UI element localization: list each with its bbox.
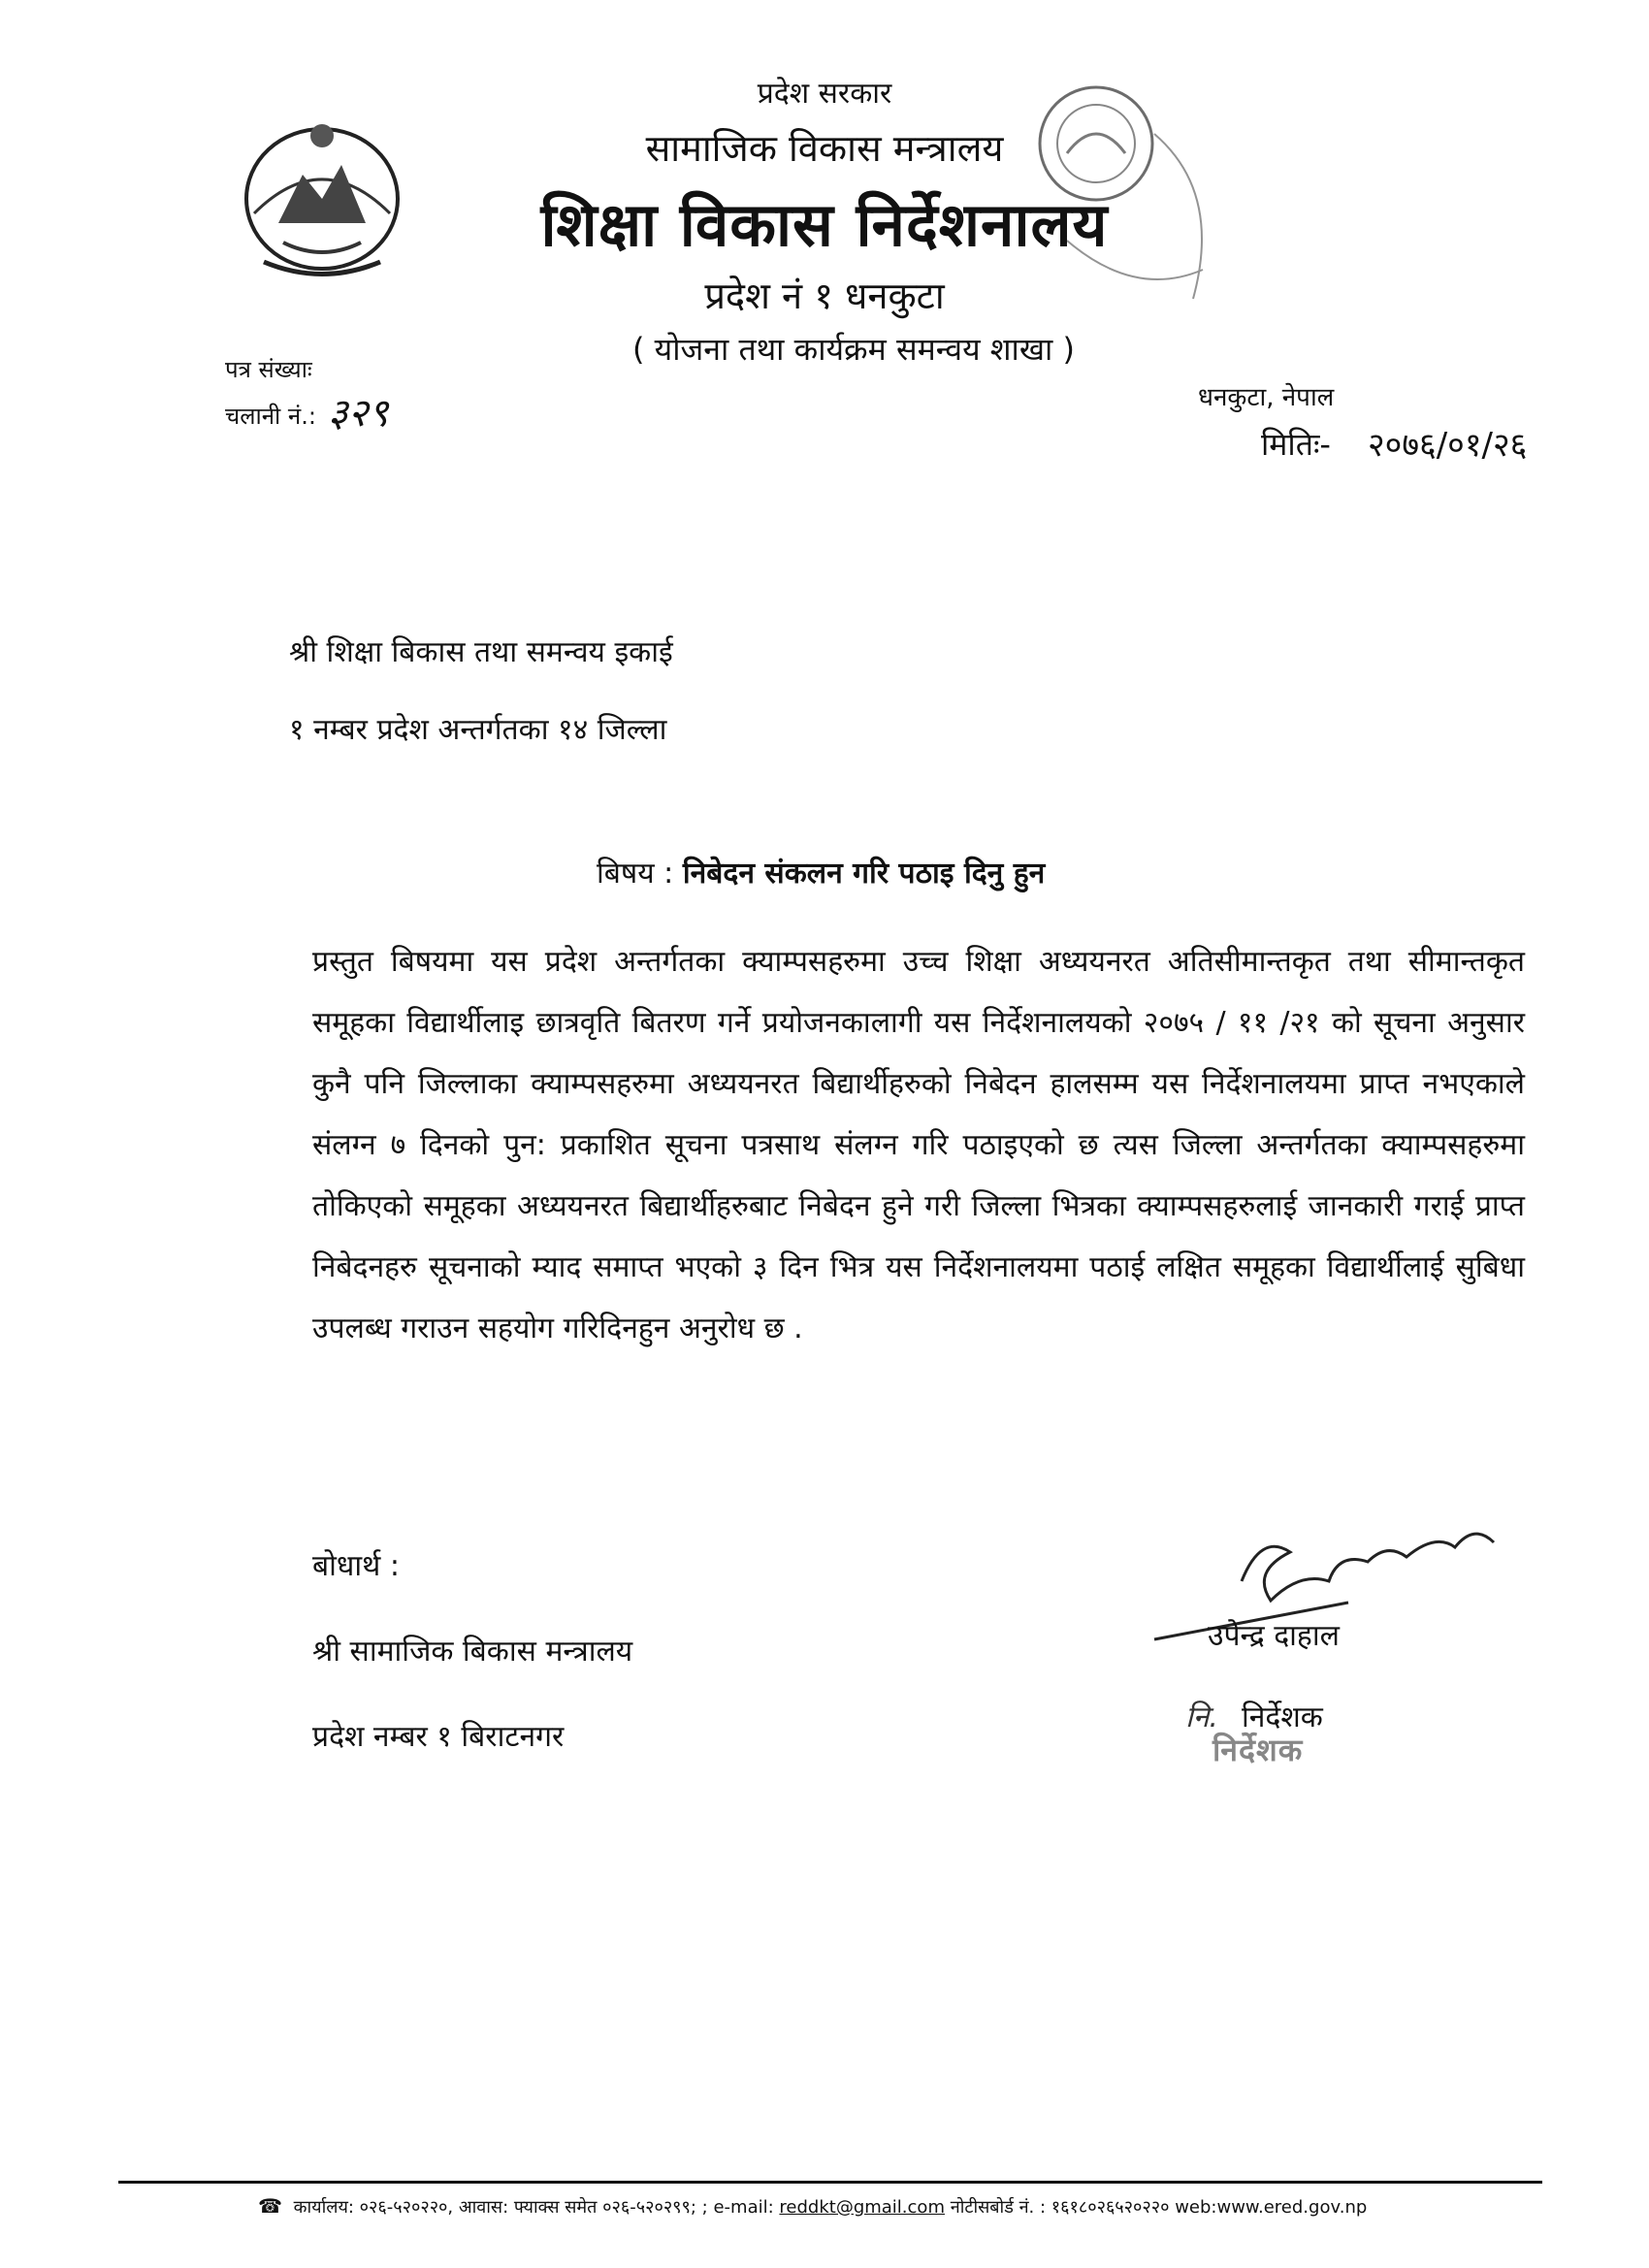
letter-body: प्रस्तुत बिषयमा यस प्रदेश अन्तर्गतका क्याम्पसहरुमा उच्च शिक्षा अध्ययनरत अतिसीमान्तकृत तथा सीमान्तकृत समूहका विद्यार्थीलाइ छात्रवृति बितरण गर्ने प्रयोजनकालागी यस निर्देशनालयको २०७५ / ११ /२१ को सूचना अनुसार कुनै पनि जिल्लाका क्याम्पसहरुमा अध्ययनरत बिद्यार्थीहरुको निबेदन हालसम्म यस निर्देशनालयमा प्राप्त नभएकाले संलग्न ७ दिनको पुन: प्रकाशित सूचना पत्रसाथ संलग्न गरि पठाइएको छ त्यस जिल्ला अन्तर्गतका क्याम्पसहरुमा तोकिएको समूहका अध्ययनरत बिद्यार्थीहरुबाट निबेदन हुने गरी जिल्ला भित्रका क्याम्पसहरुलाई जानकारी गराई प्राप्त निबेदनहरु सूचनाको म्याद समाप्त भएको ३ दिन भित्र यस निर्देशनालयमा पठाई लक्षित समूहका विद्यार्थीलाई सुबिधा उपलब्ध गराउन सहयोग गरिदिनहुन अनुरोध छ .	[312, 945, 1525, 1345]
header-ministry: सामाजिक विकास मन्त्रालय	[645, 127, 1004, 170]
footer-email-link[interactable]: reddkt@gmail.com	[779, 2197, 945, 2218]
header-section: ( योजना तथा कार्यक्रम समन्वय शाखा )	[632, 331, 1075, 368]
footer-contact-text: कार्यालय: ०२६-५२०२२०, आवास: फ्याक्स समेत ०२६-५२०२९९; ; e-mail:	[293, 2197, 774, 2218]
signer-name: उपेन्द्र दाहाल	[1208, 1619, 1340, 1653]
subject-title: निबेदन संकलन गरि पठाइ दिनु हुन	[682, 857, 1046, 891]
date-value: २०७६/०१/२६	[1368, 426, 1528, 465]
dispatch-number-value: ३२९	[328, 391, 389, 436]
footer-contact	[258, 2194, 1367, 2219]
signer-title: निर्देशक	[1242, 1701, 1323, 1734]
subject-label: बिषय :	[597, 857, 674, 891]
letter-number-label: पत्र संख्याः	[225, 356, 312, 383]
title-stamp: निर्देशक	[1212, 1732, 1304, 1768]
header-province-location: प्रदेश नं १ धनकुटा	[704, 275, 945, 317]
addressee-line-1: श्री शिक्षा बिकास तथा समन्वय इकाई	[289, 635, 673, 669]
nepal-emblem-icon	[225, 107, 419, 281]
footer-web-link[interactable]: web:www.ered.gov.np	[1175, 2197, 1368, 2218]
footer-noticeboard: नोटीसबोर्ड नं. : १६१८०२६५२०२२०	[950, 2197, 1170, 2218]
place-text: धनकुटा, नेपाल	[1198, 383, 1335, 412]
date-label: मितिः-	[1261, 426, 1331, 463]
subject-line	[597, 852, 1045, 891]
cc-label: बोधार्थ :	[312, 1549, 400, 1583]
header-directorate: शिक्षा विकास निर्देशनालय	[540, 189, 1109, 260]
cc-line-2: प्रदेश नम्बर १ बिराटनगर	[312, 1720, 565, 1754]
cc-line-1: श्री सामाजिक बिकास मन्त्रालय	[312, 1635, 633, 1669]
dispatch-number-label: चलानी नं.:	[225, 403, 316, 430]
header-province-govt: प्रदेश सरकार	[757, 77, 892, 111]
footer-divider	[118, 2181, 1542, 2184]
signer-prefix: नि.	[1185, 1701, 1218, 1734]
addressee-line-2: १ नम्बर प्रदेश अन्तर्गतका १४ जिल्ला	[289, 713, 667, 747]
phone-icon: ☎	[258, 2194, 282, 2218]
